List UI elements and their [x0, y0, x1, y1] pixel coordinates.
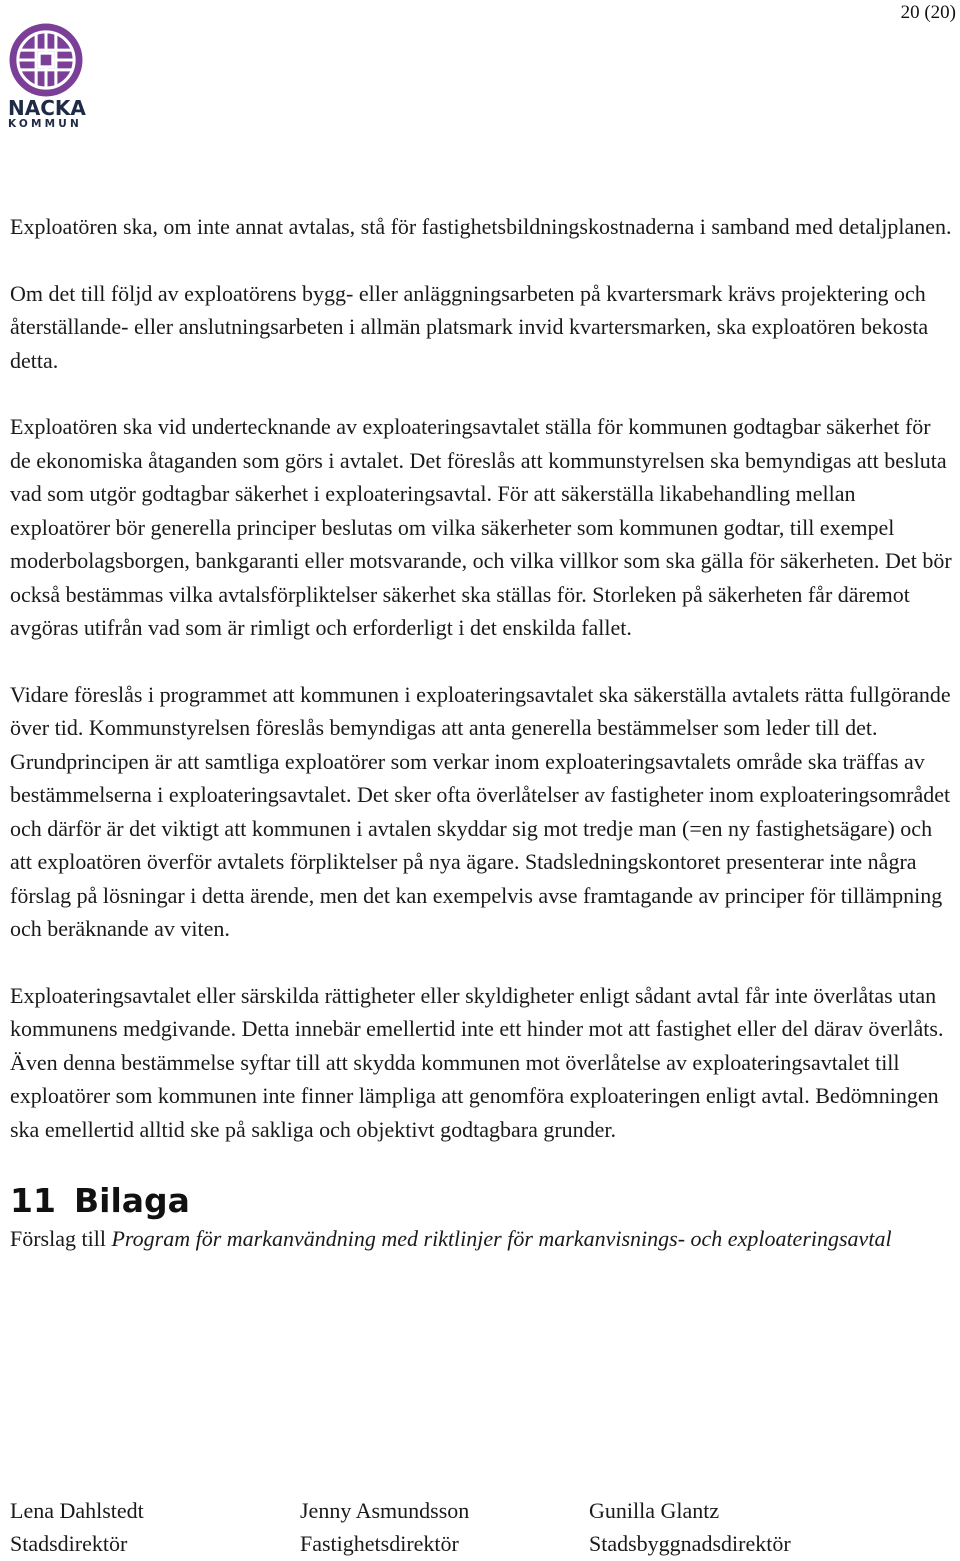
- logo-line-2: KOMMUN: [8, 118, 83, 130]
- signature-role: Stadsdirektör: [10, 1531, 128, 1556]
- signature-name: Lena Dahlstedt: [10, 1498, 144, 1523]
- logo-line-1: NACKA: [8, 96, 86, 120]
- paragraph-fullgorande: Vidare föreslås i programmet att kommunen i exploateringsavtalet ska säkerställa avtalets rätta fullgörande över tid. Kommunstyrelsen föreslås bemyndigas att anta generella bestämmelser som leder till det. Grundprincipen är att samtliga exploatörer som verkar inom exploateringsavtalets område ska träffas av bestämmelserna i exploateringsavtalet. Det sker ofta överlåtelser av fastigheter inom exploateringsområdet och därför är det viktigt att kommunen i avtalen skyddar sig mot tredje man (=en ny fastighetsägare) och att exploatören överför avtalets förpliktelser på nya ägare. Stadsledningskontoret presenterar inte några förslag på lösningar i detta ärende, men det kan exempelvis avse framtagande av principer för tillämpning och beräknande av viten.: [10, 681, 951, 941]
- nacka-emblem-icon: [8, 22, 84, 98]
- signature-2: [300, 1494, 469, 1560]
- signature-3: [589, 1494, 791, 1560]
- document-body: [10, 210, 955, 1255]
- section-heading: [10, 1179, 955, 1223]
- paragraph-sakerhet: Exploatören ska vid undertecknande av exploateringsavtalet ställa för kommunen godtagbar säkerhet för de ekonomiska åtaganden som görs i avtalet. Det föreslås att kommunstyrelsen ska bemyndigas att besluta vad som utgör godtagbar säkerhet i exploateringsavtal. För att säkerställa likabehandling mellan exploatörer bör generella principer beslutas om vilka säkerheter som kommunen godtar, till exempel moderbolagsborgen, bankgaranti eller motsvarande, och vilka villkor som ska gälla för säkerheten. Det bör också bestämmas vilka avtalsförpliktelser säkerhet ska ställas för. Storleken på säkerheten får däremot avgöras utifrån vad som är rimligt och erforderligt i det enskilda fallet.: [10, 414, 952, 640]
- attachment-prefix: Förslag till: [10, 1226, 112, 1251]
- signature-role: Fastighetsdirektör: [300, 1531, 459, 1556]
- signature-role: Stadsbyggnadsdirektör: [589, 1531, 791, 1556]
- nacka-kommun-logo: [8, 22, 88, 134]
- signature-name: Gunilla Glantz: [589, 1498, 720, 1523]
- attachment-line: [10, 1223, 955, 1255]
- paragraph-fastighetsbildning: Exploatören ska, om inte annat avtalas, stå för fastighetsbildningskostnaderna i samband med detaljplanen.: [10, 214, 952, 239]
- logo-wordmark: [8, 98, 88, 130]
- page-number: 20 (20): [900, 2, 956, 23]
- attachment-title: Program för markanvändning med riktlinjer för markanvisnings- och exploateringsavtal: [111, 1226, 892, 1251]
- section-title: Bilaga: [74, 1181, 190, 1220]
- section-number: 11: [10, 1181, 56, 1220]
- signature-1: [10, 1494, 144, 1560]
- paragraph-overlatelse: Exploateringsavtalet eller särskilda rättigheter eller skyldigheter enligt sådant avtal får inte överlåtas utan kommunens medgivande. Detta innebär emellertid inte ett hinder mot att fastighet eller del därav överlåts. Även denna bestämmelse syftar till att skydda kommunen mot överlåtelse av exploateringsavtalet till exploatörer som kommunen inte finner lämpliga att genomföra exploateringen enligt avtal. Bedömningen ska emellertid alltid ske på sakliga och objektivt godtagbara grunder.: [10, 982, 944, 1142]
- signature-name: Jenny Asmundsson: [300, 1498, 470, 1523]
- paragraph-projektering: Om det till följd av exploatörens bygg- eller anläggningsarbeten på kvartersmark krävs projektering och återställande- eller anslutningsarbeten i allmän platsmark invid kvartersmarken, ska exploatören bekosta detta.: [10, 280, 929, 373]
